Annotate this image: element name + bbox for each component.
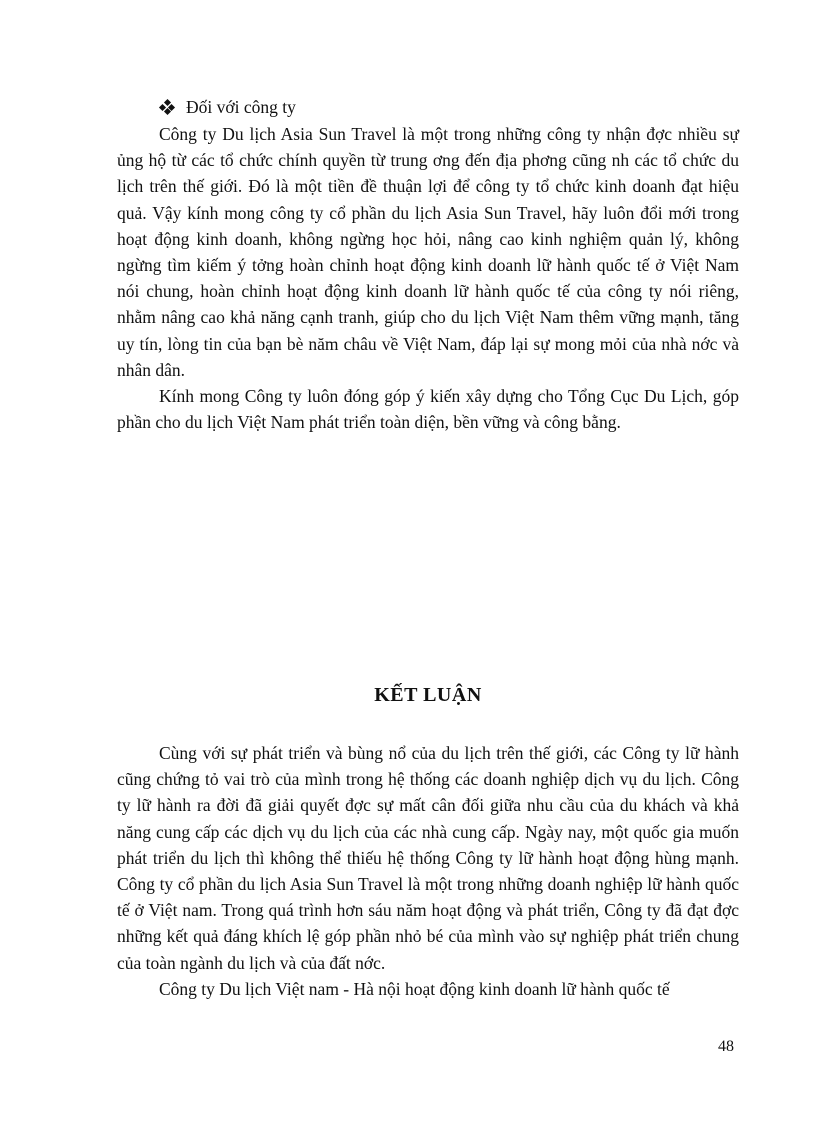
paragraph: Công ty Du lịch Việt nam - Hà nội hoạt động kinh doanh lữ hành quốc tế	[159, 978, 670, 999]
section-heading	[160, 94, 296, 120]
section-body	[117, 121, 739, 435]
conclusion-title: KẾT LUẬN	[374, 684, 482, 706]
page-number: 48	[718, 1038, 734, 1055]
conclusion-body	[117, 740, 739, 1002]
section-heading-text: Đối với công ty	[186, 97, 296, 117]
diamond-bullet-icon	[160, 100, 174, 114]
paragraph: Kính mong Công ty luôn đóng góp ý kiến xây dựng cho Tổng Cục Du Lịch, góp phần cho du lịch Việt Nam phát triển toàn diện, bền vững và công bằng.	[117, 386, 739, 433]
paragraph: Cùng với sự phát triển và bùng nổ của du lịch trên thế giới, các Công ty lữ hành cũng chứng tỏ vai trò của mình trong hệ thống các doanh nghiệp dịch vụ du lịch. Công ty lữ hành ra đời đã giải quyết đợc sự mất cân đối giữa nhu cầu của du khách và khả năng cung cấp các dịch vụ du lịch của các nhà cung cấp. Ngày nay, một quốc gia muốn phát triển du lịch thì không thể thiếu hệ thống Công ty lữ hành hoạt động hùng mạnh. Công ty cổ phần du lịch Asia Sun Travel là một trong những doanh nghiệp lữ hành quốc tế ở Việt nam. Trong quá trình hơn sáu năm hoạt động và phát triển, Công ty đã đạt đợc những kết quả đáng khích lệ góp phần nhỏ bé của mình vào sự nghiệp phát triển chung của toàn ngành du lịch và của đất nớc.	[117, 743, 739, 973]
paragraph: Công ty Du lịch Asia Sun Travel là một trong những công ty nhận đợc nhiều sự ủng hộ từ các tổ chức chính quyền từ trung ơng đến địa phơng cũng nh các tổ chức du lịch trên thế giới. Đó là một tiền đề thuận lợi để công ty tổ chức kinh doanh đạt hiệu quả. Vậy kính mong công ty cổ phần du lịch Asia Sun Travel, hãy luôn đổi mới trong hoạt động kinh doanh, không ngừng học hỏi, nâng cao kinh nghiệm quản lý, không ngừng tìm kiếm ý tởng hoàn chỉnh hoạt động kinh doanh lữ hành quốc tế ở Việt Nam nói chung, hoàn chỉnh hoạt động kinh doanh lữ hành quốc tế của công ty nói riêng, nhằm nâng cao khả năng cạnh tranh, giúp cho du lịch Việt Nam thêm vững mạnh, tăng uy tín, lòng tin của bạn bè năm châu về Việt Nam, đáp lại sự mong mỏi của nhà nớc và nhân dân.	[117, 124, 739, 380]
